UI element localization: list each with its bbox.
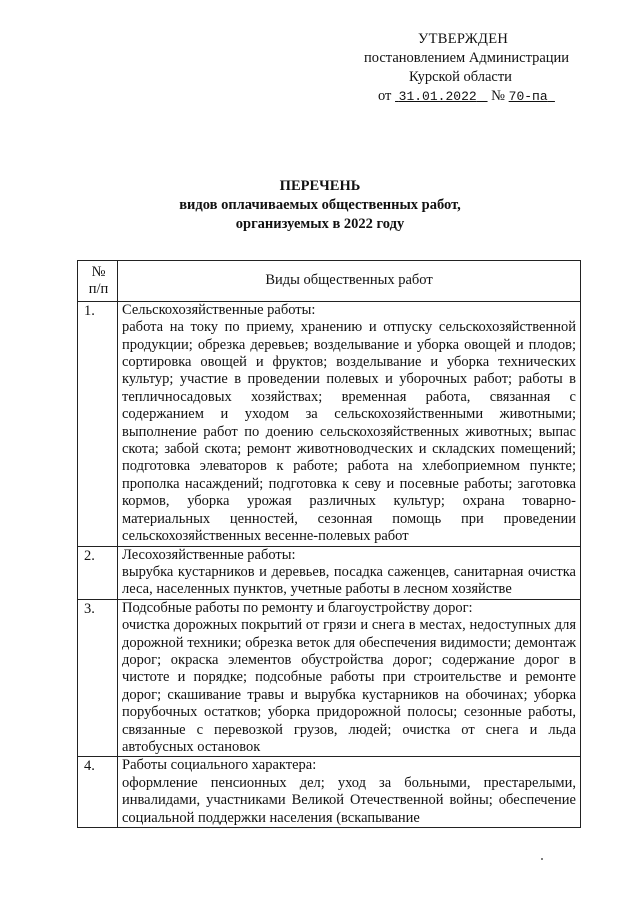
approval-from-label: от bbox=[378, 88, 392, 104]
document-title: ПЕРЕЧЕНЬ bbox=[279, 178, 361, 194]
row-content bbox=[118, 599, 581, 757]
row-text: оформление пенсионных дел; уход за больными, престарелыми, инвалидами, участниками Великой Отечественной войны; обеспечение социальной поддержки населения (вскапывание bbox=[122, 774, 576, 826]
row-title: Подсобные работы по ремонту и благоустройству дорог: bbox=[122, 599, 473, 616]
table-row bbox=[78, 546, 581, 599]
table-row bbox=[78, 757, 581, 828]
approval-date-line bbox=[360, 87, 600, 106]
row-content bbox=[118, 301, 581, 546]
approval-issuer: постановлением Администрации bbox=[364, 50, 570, 66]
header-num: № п/п bbox=[78, 261, 118, 302]
table-header-row bbox=[78, 261, 581, 302]
document-subtitle-1: видов оплачиваемых общественных работ, bbox=[179, 197, 461, 213]
document-heading bbox=[120, 177, 520, 234]
table-row bbox=[78, 301, 581, 546]
approval-number: 70-па bbox=[508, 89, 548, 104]
row-num: 4. bbox=[78, 757, 118, 828]
approval-date: 31.01.2022 bbox=[398, 89, 477, 104]
row-text: работа на току по приему, хранению и отпуску сельскохозяйственной продукции; обрезка деревьев; возделывание и уборка овощей и плодов; сортировка овощей и фруктов; возделывание и уборка технических культур; участие в проведении полевых и уборочных работ; работы в тепличносадовых хозяйствах; временная работа, связанная с содержанием и уходом за сельскохозяйственными животными; выполнение работ по доению сельскохозяйственных животных; выпас скота; забой скота; ремонт животноводческих и складских помещений; подготовка элеваторов к работе; работа на хлебоприемном пункте; прополка насаждений; подготовка к севу и посевные работы; заготовка кормов, уборка урожая различных культур; охрана товарно-материальных ценностей, сезонная помощь при проведении сельскохозяйственных весенне-полевых работ bbox=[122, 319, 576, 545]
row-content bbox=[118, 757, 581, 828]
row-title: Работы социального характера: bbox=[122, 757, 317, 774]
scan-speck bbox=[541, 858, 543, 860]
approval-number-label: № bbox=[491, 88, 506, 104]
document-subtitle-2: организуемых в 2022 году bbox=[235, 216, 405, 232]
row-num: 3. bbox=[78, 599, 118, 757]
row-content bbox=[118, 546, 581, 599]
row-title: Лесохозяйственные работы: bbox=[122, 546, 296, 563]
row-text: очистка дорожных покрытий от грязи и снега в местах, недоступных для дорожной техники; обрезка веток для обеспечения видимости; демонтаж дорог; окраска элементов обустройства дорог; содержание дорог в чистоте и порядке; подсобные работы при строительстве и ремонте дорог; скашивание травы и вырубка кустарников на обочинах; уборка порубочных остатков; уборка придорожной полосы; сезонные работы, связанные с перевозкой грузов, людей; очистка от снега и льда автобусных остановок bbox=[122, 617, 576, 755]
row-num: 1. bbox=[78, 301, 118, 546]
table-row bbox=[78, 599, 581, 757]
row-num: 2. bbox=[78, 546, 118, 599]
approval-region: Курской области bbox=[409, 69, 512, 85]
approval-stamp bbox=[360, 30, 600, 106]
header-title: Виды общественных работ bbox=[118, 261, 581, 302]
works-table bbox=[77, 260, 581, 828]
row-text: вырубка кустарников и деревьев, посадка саженцев, санитарная очистка леса, населенных пунктов, учетные работы в лесном хозяйстве bbox=[122, 563, 576, 598]
row-title: Сельскохозяйственные работы: bbox=[122, 301, 316, 318]
approval-title: УТВЕРЖДЕН bbox=[418, 31, 509, 47]
